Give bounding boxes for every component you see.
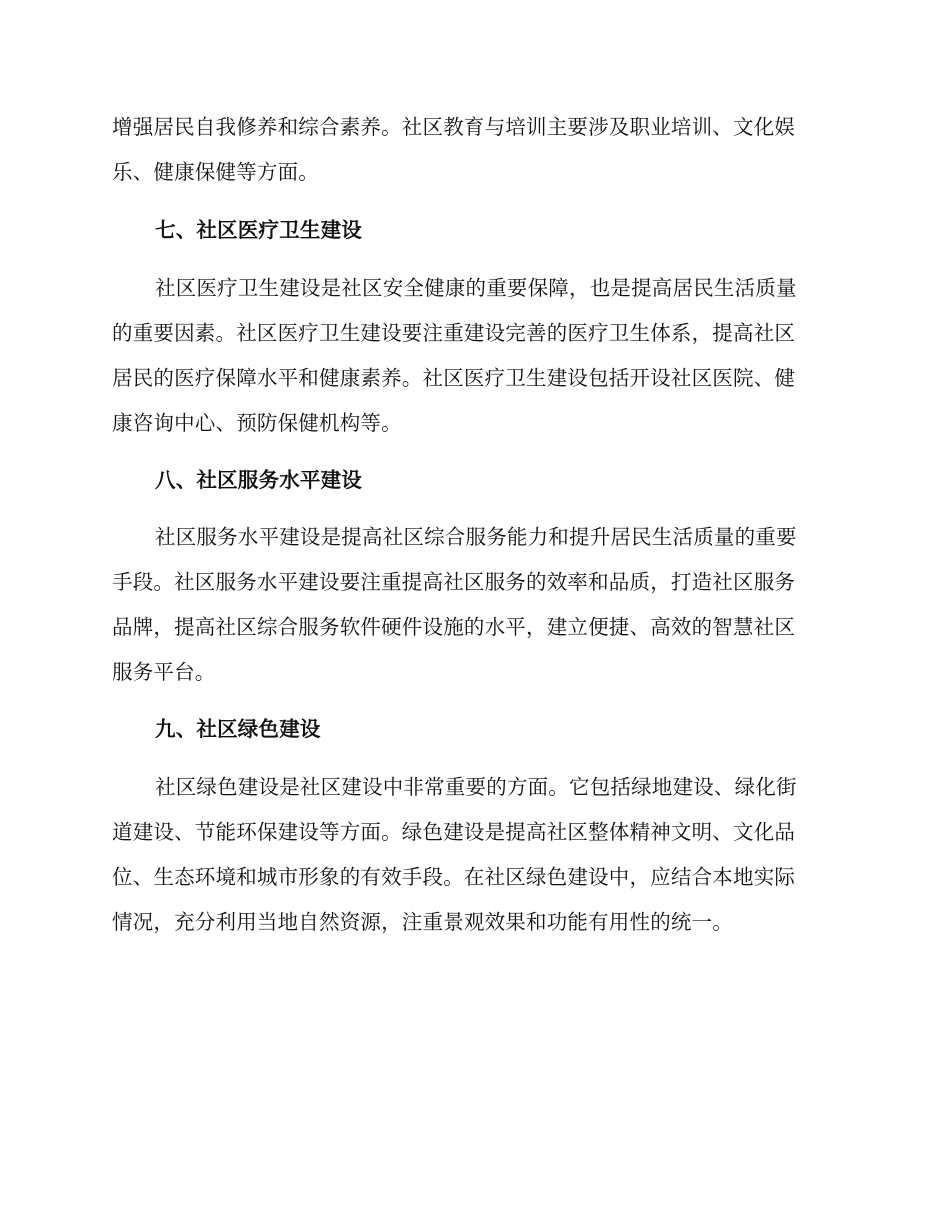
paragraph-line: 社区绿色建设是社区建设中非常重要的方面。它包括绿地建设、绿化街: [155, 775, 797, 799]
section-heading-green: [112, 707, 830, 752]
paragraph-line: 手段。社区服务水平建设要注重提高社区服务的效率和品质，打造社区服务: [112, 570, 796, 594]
paragraph-line: 乐、健康保健等方面。: [112, 160, 319, 184]
section-heading: 九、社区绿色建设: [155, 717, 321, 741]
paragraph-line: 位、生态环境和城市形象的有效手段。在社区绿色建设中，应结合本地实际: [112, 865, 796, 889]
section-heading: 七、社区医疗卫生建设: [155, 218, 362, 242]
paragraph-line: 康咨询中心、预防保健机构等。: [112, 411, 402, 435]
paragraph-line: 服务平台。: [112, 660, 216, 684]
paragraph-line: 社区医疗卫生建设是社区安全健康的重要保障，也是提高居民生活质量: [155, 276, 797, 300]
section-paragraph-green: [112, 765, 830, 945]
paragraph-line: 社区服务水平建设是提高社区综合服务能力和提升居民生活质量的重要: [155, 525, 797, 549]
section-paragraph-service: [112, 515, 830, 695]
paragraph-line: 道建设、节能环保建设等方面。绿色建设是提高社区整体精神文明、文化品: [112, 820, 796, 844]
paragraph-line: 增强居民自我修养和综合素养。社区教育与培训主要涉及职业培训、文化娱: [112, 115, 796, 139]
paragraph-line: 居民的医疗保障水平和健康素养。社区医疗卫生建设包括开设社区医院、健: [112, 366, 796, 390]
paragraph-line: 品牌，提高社区综合服务软件硬件设施的水平，建立便捷、高效的智慧社区: [112, 615, 796, 639]
intro-paragraph: [112, 105, 830, 195]
section-heading-service: [112, 458, 830, 503]
section-heading-medical: [112, 208, 830, 253]
paragraph-line: 情况，充分利用当地自然资源，注重景观效果和功能有用性的统一。: [112, 910, 733, 934]
section-paragraph-medical: [112, 266, 830, 446]
paragraph-line: 的重要因素。社区医疗卫生建设要注重建设完善的医疗卫生体系，提高社区: [112, 321, 796, 345]
section-heading: 八、社区服务水平建设: [155, 468, 362, 492]
